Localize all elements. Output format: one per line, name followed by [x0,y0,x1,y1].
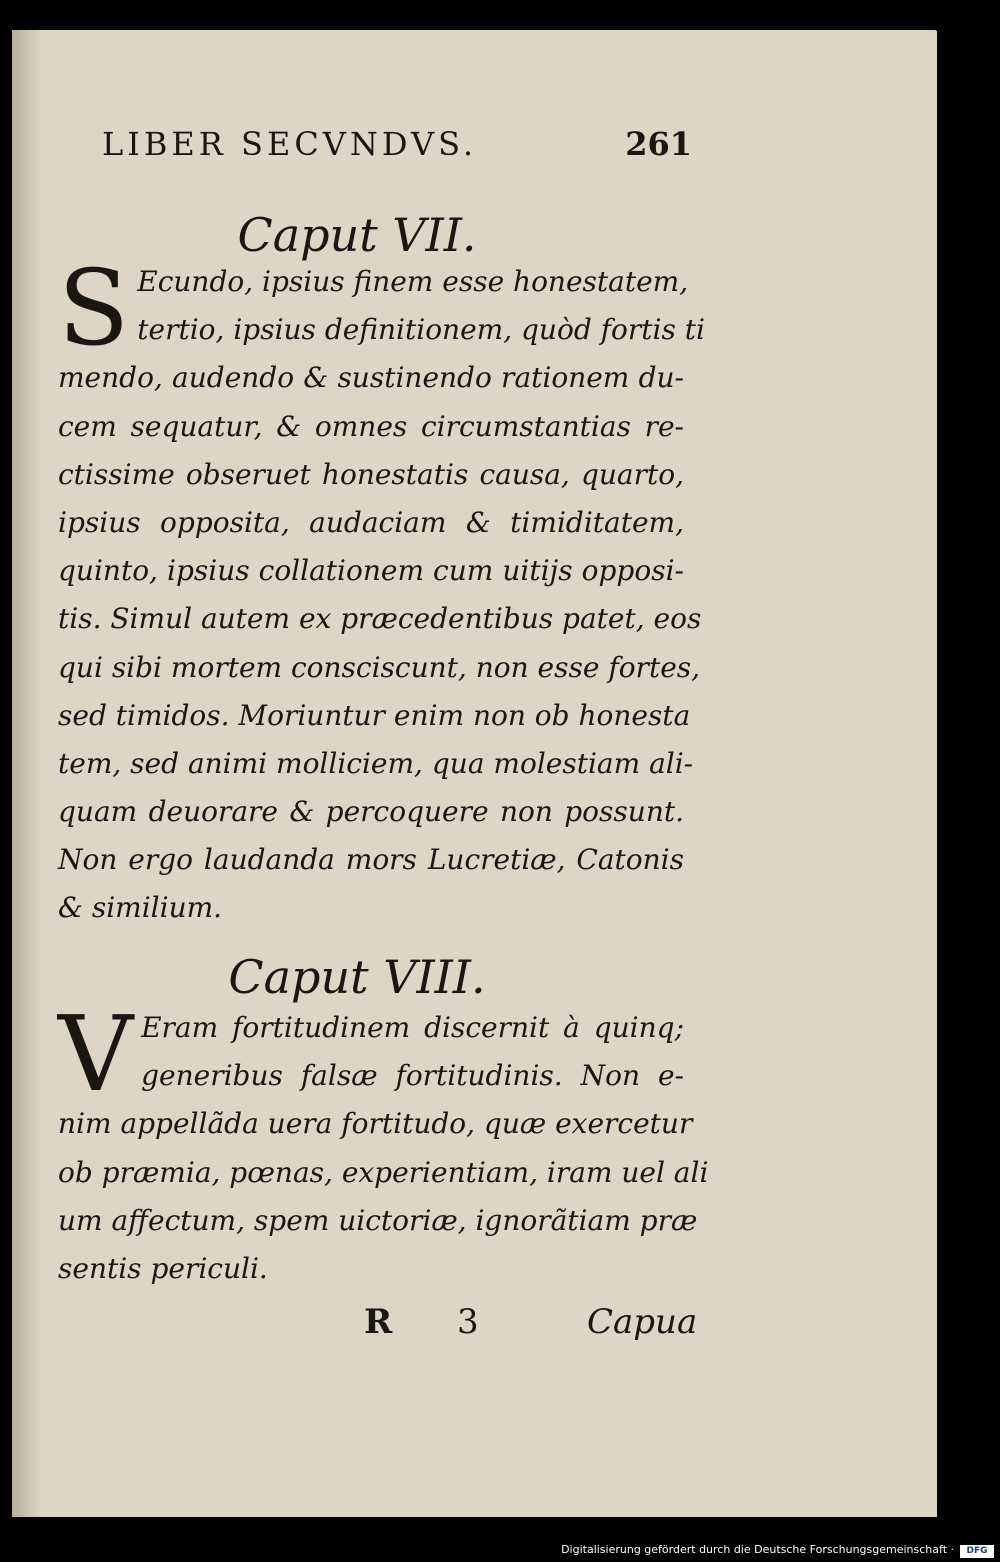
text-line: qui sibi mortem consciscunt, non esse fortes, [58,650,701,684]
text-line: ipsius opposita, audaciam & timiditatem, [58,505,684,539]
text-line: um affectum, spem uictoriæ, ignorãtiam præ [58,1203,698,1237]
chapter-8-text [58,993,709,1293]
text-line: sed timidos. Moriuntur enim non ob honesta [58,698,691,732]
text-line: quam deuorare & percoquere non possunt. [58,795,684,829]
text-line: generibus falsæ fortitudinis. Non e- [141,1059,684,1093]
digitization-credit: Digitalisierung gefördert durch die Deutsche Forschungsgemeinschaft · [561,1543,954,1556]
drop-cap: S [58,247,130,369]
text-line: Ecundo, ipsius finem esse honestatem, [137,265,689,298]
text-line: & similium. [58,891,223,925]
text-line: tis. Simul autem ex præcedentibus patet, eos [58,602,702,636]
page-gutter-shadow [12,30,42,1517]
catchword: Capua [587,1302,698,1342]
signature-mark: R [364,1302,393,1342]
drop-cap: V [58,993,134,1115]
text-line: tertio, ipsius definitionem, quòd fortis ti [137,313,705,347]
chapter-heading-8: Caput VIII. [228,950,486,1004]
text-line: Non ergo laudanda mors Lucretiæ, Catonis [58,843,684,877]
running-title: LIBER SECVNDVS. [102,125,478,163]
text-line: sentis periculi. [58,1251,268,1285]
dfg-logo: DFG [960,1545,994,1558]
text-line: tem, sed animi molliciem, qua molestiam ali- [58,746,694,780]
page-number: 261 [625,125,692,163]
text-line: Eram fortitudinem discernit à quinq; [141,1011,684,1044]
chapter-heading-7: Caput VII. [237,208,477,262]
text-line: mendo, audendo & sustinendo rationem du- [58,361,684,395]
text-line: quinto, ipsius collationem cum uitijs opposi- [58,554,684,588]
text-line: ob præmia, pœnas, experientiam, iram uel ali [58,1155,709,1189]
text-line: nim appellãda uera fortitudo, quæ exercetur [58,1107,693,1141]
text-line: ctissime obseruet honestatis causa, quarto, [58,457,684,491]
running-header [102,125,692,163]
signature-number: 3 [457,1302,479,1342]
chapter-7-text [58,247,705,933]
book-page [12,30,937,1517]
text-line: cem sequatur, & omnes circumstantias re- [58,409,684,443]
